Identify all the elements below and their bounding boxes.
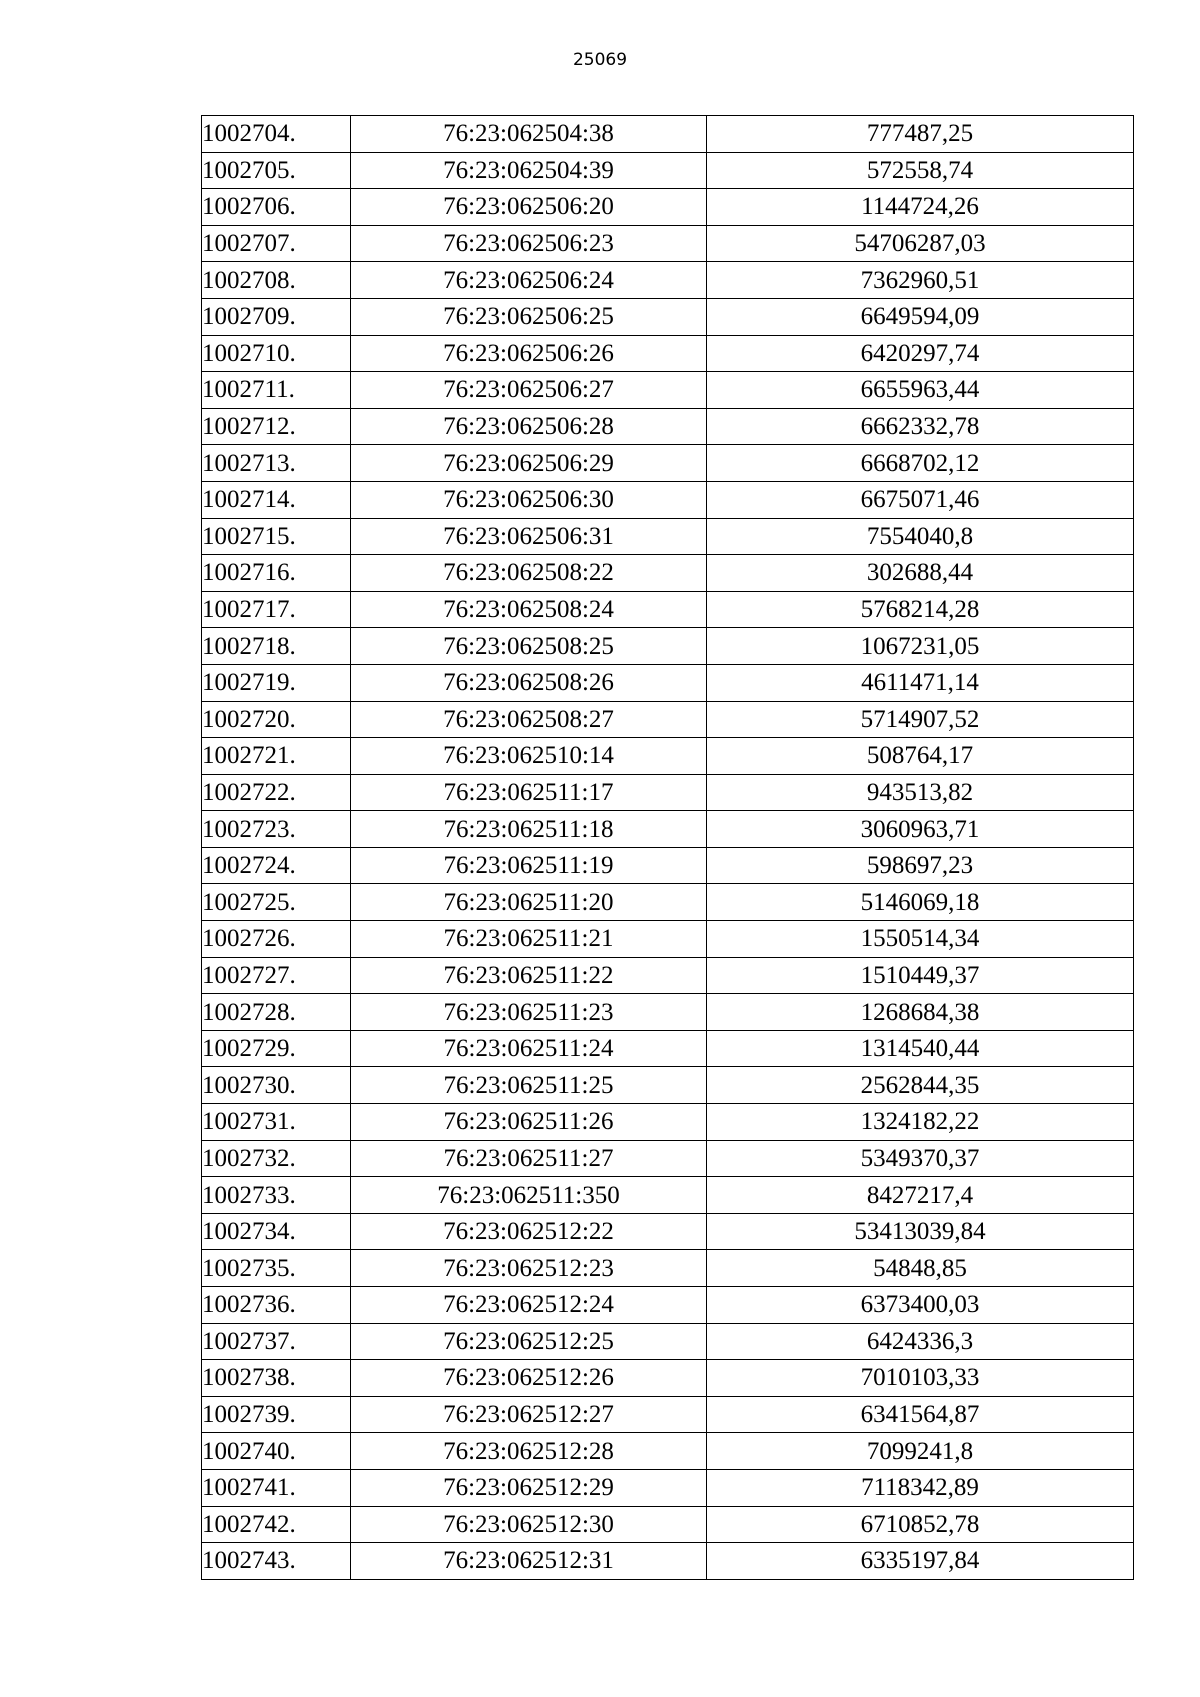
value-cell: 6373400,03 bbox=[707, 1287, 1134, 1324]
cadastral-number-cell: 76:23:062512:29 bbox=[351, 1469, 707, 1506]
cadastral-number-cell: 76:23:062511:20 bbox=[351, 884, 707, 921]
cadastral-number-cell: 76:23:062511:27 bbox=[351, 1140, 707, 1177]
row-number-cell: 1002707. bbox=[202, 225, 351, 262]
value-cell: 1510449,37 bbox=[707, 957, 1134, 994]
row-number-cell: 1002740. bbox=[202, 1433, 351, 1470]
table-row bbox=[202, 262, 1134, 299]
row-number-cell: 1002711. bbox=[202, 372, 351, 409]
row-number-cell: 1002719. bbox=[202, 664, 351, 701]
cadastral-number-cell: 76:23:062511:22 bbox=[351, 957, 707, 994]
table-row bbox=[202, 921, 1134, 958]
value-cell: 1550514,34 bbox=[707, 921, 1134, 958]
cadastral-number-cell: 76:23:062506:25 bbox=[351, 298, 707, 335]
cadastral-number-cell: 76:23:062512:27 bbox=[351, 1396, 707, 1433]
value-cell: 4611471,14 bbox=[707, 664, 1134, 701]
row-number-cell: 1002743. bbox=[202, 1543, 351, 1580]
cadastral-number-cell: 76:23:062511:23 bbox=[351, 994, 707, 1031]
value-cell: 3060963,71 bbox=[707, 811, 1134, 848]
value-cell: 54848,85 bbox=[707, 1250, 1134, 1287]
value-cell: 6335197,84 bbox=[707, 1543, 1134, 1580]
value-cell: 1067231,05 bbox=[707, 628, 1134, 665]
row-number-cell: 1002736. bbox=[202, 1287, 351, 1324]
row-number-cell: 1002713. bbox=[202, 445, 351, 482]
cadastral-number-cell: 76:23:062508:27 bbox=[351, 701, 707, 738]
value-cell: 6662332,78 bbox=[707, 408, 1134, 445]
cadastral-number-cell: 76:23:062512:26 bbox=[351, 1360, 707, 1397]
table-row bbox=[202, 591, 1134, 628]
row-number-cell: 1002706. bbox=[202, 189, 351, 226]
value-cell: 508764,17 bbox=[707, 738, 1134, 775]
value-cell: 302688,44 bbox=[707, 555, 1134, 592]
cadastral-number-cell: 76:23:062511:25 bbox=[351, 1067, 707, 1104]
row-number-cell: 1002725. bbox=[202, 884, 351, 921]
cadastral-number-cell: 76:23:062506:20 bbox=[351, 189, 707, 226]
cadastral-number-cell: 76:23:062506:29 bbox=[351, 445, 707, 482]
table-row bbox=[202, 774, 1134, 811]
value-cell: 7010103,33 bbox=[707, 1360, 1134, 1397]
row-number-cell: 1002738. bbox=[202, 1360, 351, 1397]
table-row bbox=[202, 298, 1134, 335]
value-cell: 6668702,12 bbox=[707, 445, 1134, 482]
table-row bbox=[202, 555, 1134, 592]
table-row bbox=[202, 1323, 1134, 1360]
value-cell: 5714907,52 bbox=[707, 701, 1134, 738]
value-cell: 6710852,78 bbox=[707, 1506, 1134, 1543]
row-number-cell: 1002714. bbox=[202, 481, 351, 518]
value-cell: 5349370,37 bbox=[707, 1140, 1134, 1177]
table-row bbox=[202, 628, 1134, 665]
cadastral-number-cell: 76:23:062512:22 bbox=[351, 1213, 707, 1250]
row-number-cell: 1002730. bbox=[202, 1067, 351, 1104]
row-number-cell: 1002735. bbox=[202, 1250, 351, 1287]
cadastral-number-cell: 76:23:062504:38 bbox=[351, 116, 707, 153]
table-row bbox=[202, 1067, 1134, 1104]
cadastral-number-cell: 76:23:062506:26 bbox=[351, 335, 707, 372]
table-row bbox=[202, 1396, 1134, 1433]
table-row bbox=[202, 1140, 1134, 1177]
table-row bbox=[202, 1469, 1134, 1506]
table-row bbox=[202, 957, 1134, 994]
row-number-cell: 1002721. bbox=[202, 738, 351, 775]
row-number-cell: 1002733. bbox=[202, 1177, 351, 1214]
row-number-cell: 1002727. bbox=[202, 957, 351, 994]
row-number-cell: 1002726. bbox=[202, 921, 351, 958]
value-cell: 6341564,87 bbox=[707, 1396, 1134, 1433]
table-row bbox=[202, 372, 1134, 409]
row-number-cell: 1002716. bbox=[202, 555, 351, 592]
row-number-cell: 1002739. bbox=[202, 1396, 351, 1433]
cadastral-number-cell: 76:23:062512:25 bbox=[351, 1323, 707, 1360]
data-table bbox=[201, 115, 1134, 1580]
value-cell: 7118342,89 bbox=[707, 1469, 1134, 1506]
cadastral-number-cell: 76:23:062512:24 bbox=[351, 1287, 707, 1324]
table-row bbox=[202, 481, 1134, 518]
table-row bbox=[202, 1177, 1134, 1214]
row-number-cell: 1002720. bbox=[202, 701, 351, 738]
cadastral-number-cell: 76:23:062506:24 bbox=[351, 262, 707, 299]
table-row bbox=[202, 884, 1134, 921]
value-cell: 6655963,44 bbox=[707, 372, 1134, 409]
table-row bbox=[202, 811, 1134, 848]
value-cell: 54706287,03 bbox=[707, 225, 1134, 262]
cadastral-number-cell: 76:23:062511:19 bbox=[351, 847, 707, 884]
row-number-cell: 1002732. bbox=[202, 1140, 351, 1177]
row-number-cell: 1002710. bbox=[202, 335, 351, 372]
table-row bbox=[202, 994, 1134, 1031]
cadastral-number-cell: 76:23:062512:30 bbox=[351, 1506, 707, 1543]
row-number-cell: 1002712. bbox=[202, 408, 351, 445]
table-row bbox=[202, 1030, 1134, 1067]
value-cell: 6424336,3 bbox=[707, 1323, 1134, 1360]
value-cell: 1324182,22 bbox=[707, 1104, 1134, 1141]
table-row bbox=[202, 664, 1134, 701]
table-row bbox=[202, 1506, 1134, 1543]
cadastral-number-cell: 76:23:062506:31 bbox=[351, 518, 707, 555]
row-number-cell: 1002704. bbox=[202, 116, 351, 153]
table-row bbox=[202, 408, 1134, 445]
value-cell: 7362960,51 bbox=[707, 262, 1134, 299]
cadastral-number-cell: 76:23:062510:14 bbox=[351, 738, 707, 775]
row-number-cell: 1002742. bbox=[202, 1506, 351, 1543]
cadastral-number-cell: 76:23:062506:27 bbox=[351, 372, 707, 409]
value-cell: 6420297,74 bbox=[707, 335, 1134, 372]
cadastral-number-cell: 76:23:062508:22 bbox=[351, 555, 707, 592]
value-cell: 943513,82 bbox=[707, 774, 1134, 811]
value-cell: 777487,25 bbox=[707, 116, 1134, 153]
value-cell: 8427217,4 bbox=[707, 1177, 1134, 1214]
cadastral-number-cell: 76:23:062511:17 bbox=[351, 774, 707, 811]
table-row bbox=[202, 116, 1134, 153]
row-number-cell: 1002724. bbox=[202, 847, 351, 884]
table-row bbox=[202, 1543, 1134, 1580]
table-row bbox=[202, 1104, 1134, 1141]
table-row bbox=[202, 152, 1134, 189]
table-row bbox=[202, 1287, 1134, 1324]
table-row bbox=[202, 1250, 1134, 1287]
cadastral-number-cell: 76:23:062511:21 bbox=[351, 921, 707, 958]
cadastral-number-cell: 76:23:062512:23 bbox=[351, 1250, 707, 1287]
table-row bbox=[202, 1213, 1134, 1250]
table-row bbox=[202, 1360, 1134, 1397]
table-row bbox=[202, 1433, 1134, 1470]
table-row bbox=[202, 518, 1134, 555]
value-cell: 1144724,26 bbox=[707, 189, 1134, 226]
row-number-cell: 1002734. bbox=[202, 1213, 351, 1250]
cadastral-number-cell: 76:23:062511:24 bbox=[351, 1030, 707, 1067]
value-cell: 6649594,09 bbox=[707, 298, 1134, 335]
row-number-cell: 1002737. bbox=[202, 1323, 351, 1360]
row-number-cell: 1002729. bbox=[202, 1030, 351, 1067]
value-cell: 1268684,38 bbox=[707, 994, 1134, 1031]
row-number-cell: 1002741. bbox=[202, 1469, 351, 1506]
table-row bbox=[202, 189, 1134, 226]
cadastral-number-cell: 76:23:062511:26 bbox=[351, 1104, 707, 1141]
row-number-cell: 1002723. bbox=[202, 811, 351, 848]
cadastral-number-cell: 76:23:062508:26 bbox=[351, 664, 707, 701]
table-row bbox=[202, 445, 1134, 482]
cadastral-number-cell: 76:23:062508:24 bbox=[351, 591, 707, 628]
row-number-cell: 1002718. bbox=[202, 628, 351, 665]
row-number-cell: 1002709. bbox=[202, 298, 351, 335]
row-number-cell: 1002731. bbox=[202, 1104, 351, 1141]
row-number-cell: 1002722. bbox=[202, 774, 351, 811]
value-cell: 598697,23 bbox=[707, 847, 1134, 884]
cadastral-number-cell: 76:23:062511:350 bbox=[351, 1177, 707, 1214]
table-row bbox=[202, 738, 1134, 775]
value-cell: 1314540,44 bbox=[707, 1030, 1134, 1067]
value-cell: 2562844,35 bbox=[707, 1067, 1134, 1104]
value-cell: 7554040,8 bbox=[707, 518, 1134, 555]
table-row bbox=[202, 225, 1134, 262]
value-cell: 572558,74 bbox=[707, 152, 1134, 189]
page-number: 25069 bbox=[572, 50, 628, 70]
row-number-cell: 1002717. bbox=[202, 591, 351, 628]
table-row bbox=[202, 335, 1134, 372]
cadastral-number-cell: 76:23:062506:30 bbox=[351, 481, 707, 518]
cadastral-number-cell: 76:23:062508:25 bbox=[351, 628, 707, 665]
value-cell: 53413039,84 bbox=[707, 1213, 1134, 1250]
value-cell: 5146069,18 bbox=[707, 884, 1134, 921]
table-row bbox=[202, 847, 1134, 884]
row-number-cell: 1002715. bbox=[202, 518, 351, 555]
cadastral-number-cell: 76:23:062512:31 bbox=[351, 1543, 707, 1580]
row-number-cell: 1002728. bbox=[202, 994, 351, 1031]
cadastral-number-cell: 76:23:062506:28 bbox=[351, 408, 707, 445]
cadastral-number-cell: 76:23:062512:28 bbox=[351, 1433, 707, 1470]
cadastral-number-cell: 76:23:062511:18 bbox=[351, 811, 707, 848]
table-row bbox=[202, 701, 1134, 738]
row-number-cell: 1002708. bbox=[202, 262, 351, 299]
cadastral-number-cell: 76:23:062504:39 bbox=[351, 152, 707, 189]
cadastral-number-cell: 76:23:062506:23 bbox=[351, 225, 707, 262]
table-body bbox=[202, 116, 1134, 1580]
value-cell: 6675071,46 bbox=[707, 481, 1134, 518]
value-cell: 7099241,8 bbox=[707, 1433, 1134, 1470]
row-number-cell: 1002705. bbox=[202, 152, 351, 189]
value-cell: 5768214,28 bbox=[707, 591, 1134, 628]
